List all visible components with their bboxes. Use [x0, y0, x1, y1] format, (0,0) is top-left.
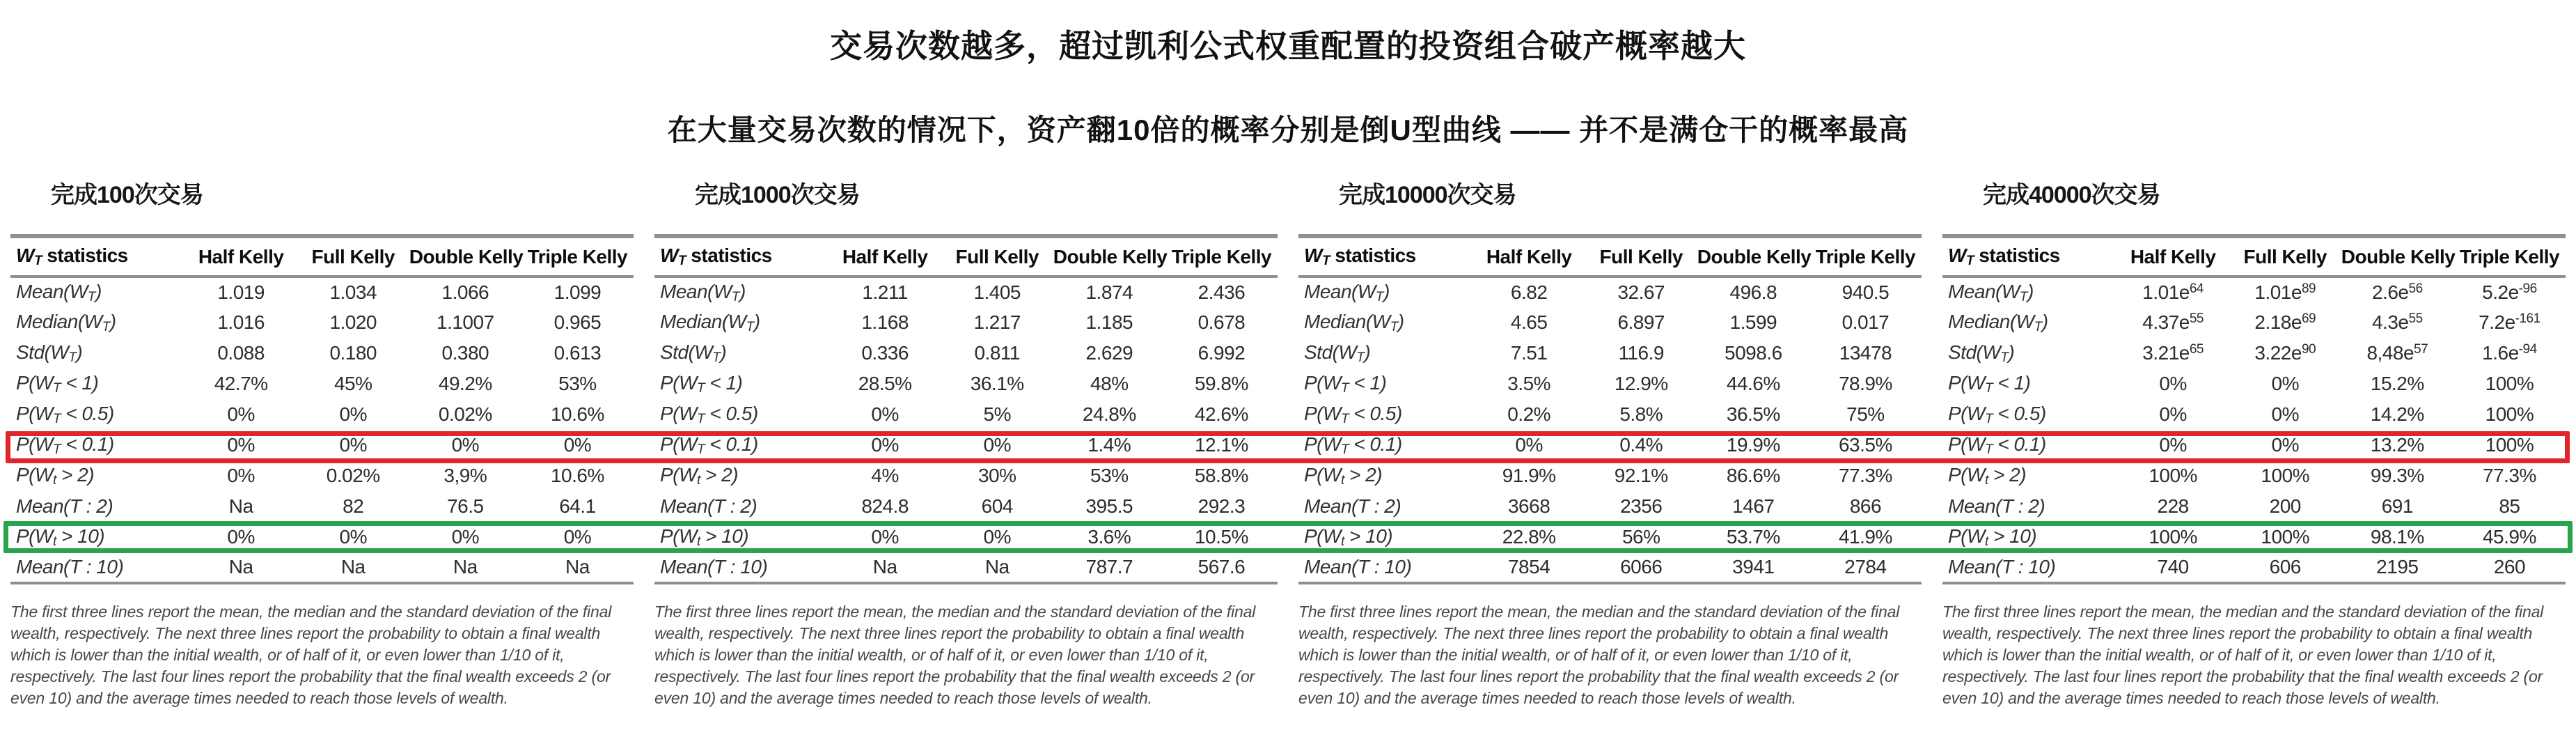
table-row — [1298, 307, 1922, 338]
row-label-cell: $P(W_t > 10)$ — [1948, 525, 2037, 549]
value-cell: 14.2% — [2370, 403, 2424, 425]
value-cell: 0% — [227, 403, 255, 425]
value-cell: 86.6% — [1726, 465, 1780, 486]
value-cell: 0% — [2271, 403, 2299, 425]
value-cell: $4.37e^{55}$ — [2142, 311, 2204, 333]
value-cell: $2.18e^{69}$ — [2254, 311, 2316, 333]
value-cell: 0.02% — [326, 465, 380, 486]
value-cell: 787.7 — [1053, 552, 1165, 583]
kelly-statistics-table — [10, 234, 634, 584]
value-cell: 7854 — [1473, 552, 1585, 583]
value-cell: 0% — [451, 526, 480, 548]
value-cell: 10.5% — [1194, 526, 1248, 548]
value-cell: $3.21e^{65}$ — [2142, 342, 2204, 364]
table-row — [654, 491, 1278, 522]
value-cell: 56% — [1621, 526, 1660, 548]
value-cell: 0% — [2271, 434, 2299, 456]
kelly-column-header: Full Kelly — [1585, 236, 1697, 277]
value-cell: 100% — [2485, 403, 2534, 425]
value-cell: $4.3e^{55}$ — [2371, 311, 2423, 333]
value-cell: 1.020 — [329, 311, 377, 333]
table-row — [1942, 307, 2566, 338]
row-label-cell: Mean(T : 10) — [1298, 552, 1473, 583]
table-row — [10, 399, 634, 430]
table-row — [1942, 277, 2566, 307]
value-cell: 6.82 — [1510, 281, 1548, 303]
value-cell: 0.811 — [974, 342, 1020, 364]
value-cell: 100% — [2485, 434, 2534, 456]
row-label-cell: $P(W_T < 0.1)$ — [1304, 433, 1402, 457]
value-cell: 0% — [339, 403, 367, 425]
row-label-cell: Mean(T : 2) — [16, 495, 113, 517]
row-label-cell: $P(W_T < 0.5)$ — [1948, 402, 2046, 426]
value-cell: 0.336 — [861, 342, 909, 364]
value-cell: 10.6% — [550, 465, 604, 486]
table-row — [654, 552, 1278, 583]
value-cell: 0% — [1515, 434, 1543, 456]
table-row — [1298, 522, 1922, 552]
value-cell: 0% — [563, 526, 592, 548]
table-row — [1942, 522, 2566, 552]
value-cell: 0% — [871, 434, 899, 456]
value-cell: 0.4% — [1619, 434, 1663, 456]
value-cell: 100% — [2149, 526, 2197, 548]
table-row — [1298, 369, 1922, 399]
stat-column-header: $W_T$ statistics — [10, 236, 185, 277]
table-row — [1942, 338, 2566, 369]
value-cell: 0.180 — [329, 342, 377, 364]
value-cell: 1467 — [1732, 495, 1775, 517]
table-row — [654, 399, 1278, 430]
value-cell: 0% — [983, 434, 1011, 456]
value-cell: 0% — [339, 434, 367, 456]
value-cell: $1.6e^{-94}$ — [2482, 342, 2537, 364]
value-cell: 98.1% — [2370, 526, 2424, 548]
row-label-cell: $Std(W_T)$ — [1304, 341, 1371, 365]
stat-column-header: $W_T$ statistics — [654, 236, 829, 277]
value-cell: 19.9% — [1726, 434, 1780, 456]
value-cell: 3,9% — [443, 465, 487, 486]
kelly-statistics-table — [1298, 234, 1922, 584]
stat-column-header: $W_T$ statistics — [1298, 236, 1473, 277]
table-row — [10, 307, 634, 338]
row-label-cell: $P(W_t > 2)$ — [1948, 463, 2027, 488]
kelly-column-header: Triple Kelly — [1165, 236, 1278, 277]
value-cell: 6.992 — [1197, 342, 1246, 364]
value-cell: 1.599 — [1729, 311, 1777, 333]
value-cell: 75% — [1846, 403, 1885, 425]
table-row — [10, 522, 634, 552]
kelly-column-header: Half Kelly — [1473, 236, 1585, 277]
value-cell: 36.1% — [970, 373, 1024, 394]
value-cell: 36.5% — [1726, 403, 1780, 425]
value-cell: 228 — [2157, 495, 2189, 517]
value-cell: 12.9% — [1614, 373, 1668, 394]
value-cell: 7.51 — [1510, 342, 1548, 364]
table-row — [654, 338, 1278, 369]
value-cell: 77.3% — [1838, 465, 1892, 486]
row-label-cell: $Std(W_T)$ — [1948, 341, 2015, 365]
table-row — [654, 522, 1278, 552]
value-cell: 3668 — [1507, 495, 1550, 517]
table-row — [1298, 430, 1922, 460]
header-row — [1298, 236, 1922, 277]
kelly-column-header: Double Kelly — [2341, 236, 2453, 277]
table-footnote: The first three lines report the mean, the median and the standard deviation of the final wealth, respectively. The next three lines report the probability to obtain a final wealth which is lower than the initial wealth, or of half of it, or even lower than 1/10 of it, respectively. The last four lines report the probability that the final wealth exceeds 2 (or even 10) and the average times needed to reach those levels of wealth. — [654, 603, 1256, 707]
row-label-cell: $P(W_T < 1)$ — [1948, 371, 2031, 396]
value-cell: 395.5 — [1085, 495, 1133, 517]
value-cell: 292.3 — [1197, 495, 1246, 517]
value-cell: 28.5% — [858, 373, 912, 394]
value-cell: 0% — [563, 434, 592, 456]
value-cell: 0% — [2271, 373, 2299, 394]
kelly-column-header: Double Kelly — [1053, 236, 1165, 277]
value-cell: 0% — [451, 434, 480, 456]
value-cell: 77.3% — [2482, 465, 2536, 486]
kelly-column-header: Triple Kelly — [521, 236, 634, 277]
header-row — [10, 236, 634, 277]
value-cell: 4% — [871, 465, 899, 486]
value-cell: 1.211 — [862, 281, 908, 303]
value-cell: 91.9% — [1502, 465, 1556, 486]
value-cell: $8,48e^{57}$ — [2366, 342, 2428, 364]
value-cell: $3.22e^{90}$ — [2254, 342, 2316, 364]
row-label-cell: Mean(T : 10) — [1942, 552, 2117, 583]
table-footnote: The first three lines report the mean, the median and the standard deviation of the final wealth, respectively. The next three lines report the probability to obtain a final wealth which is lower than the initial wealth, or of half of it, or even lower than 1/10 of it, respectively. The last four lines report the probability that the final wealth exceeds 2 (or even 10) and the average times needed to reach those levels of wealth. — [1942, 603, 2544, 707]
value-cell: 6066 — [1585, 552, 1697, 583]
table-row — [654, 369, 1278, 399]
value-cell: 2195 — [2341, 552, 2453, 583]
table-row — [10, 460, 634, 491]
value-cell: 1.034 — [329, 281, 377, 303]
value-cell: 0% — [871, 526, 899, 548]
value-cell: 58.8% — [1194, 465, 1248, 486]
row-label-cell: $P(W_T < 0.5)$ — [660, 402, 758, 426]
value-cell: $5.2e^{-96}$ — [2482, 281, 2537, 303]
value-cell: 3.6% — [1087, 526, 1131, 548]
value-cell: $7.2e^{-161}$ — [2479, 311, 2540, 333]
table-footnote: The first three lines report the mean, the median and the standard deviation of the final wealth, respectively. The next three lines report the probability to obtain a final wealth which is lower than the initial wealth, or of half of it, or even lower than 1/10 of it, respectively. The last four lines report the probability that the final wealth exceeds 2 (or even 10) and the average times needed to reach those levels of wealth. — [10, 603, 612, 707]
value-cell: 13478 — [1839, 342, 1892, 364]
header-row — [654, 236, 1278, 277]
value-cell: 1.874 — [1085, 281, 1133, 303]
value-cell: 1.405 — [973, 281, 1021, 303]
table-row — [1298, 338, 1922, 369]
value-cell: 53.7% — [1726, 526, 1780, 548]
value-cell: 0.678 — [1197, 311, 1246, 333]
table-row — [10, 430, 634, 460]
table-row — [1298, 491, 1922, 522]
table-row — [10, 369, 634, 399]
tables-row — [0, 177, 2576, 725]
value-cell: 44.6% — [1726, 373, 1780, 394]
main-title: 交易次数越多，超过凯利公式权重配置的投资组合破产概率越大 — [830, 28, 1746, 64]
row-label-cell: $Std(W_T)$ — [16, 341, 83, 365]
value-cell: 1.185 — [1085, 311, 1133, 333]
row-label-cell: $Mean(W_T)$ — [660, 280, 746, 304]
row-label-cell: $P(W_T < 1)$ — [660, 371, 743, 396]
value-cell: 45% — [333, 373, 372, 394]
value-cell: 1.066 — [441, 281, 489, 303]
value-cell: 3.5% — [1507, 373, 1551, 394]
kelly-column-header: Half Kelly — [185, 236, 297, 277]
kelly-column-header: Full Kelly — [2229, 236, 2341, 277]
row-label-cell: $P(W_T < 1)$ — [1304, 371, 1387, 396]
value-cell: 5% — [983, 403, 1011, 425]
value-cell: 2.436 — [1197, 281, 1246, 303]
value-cell: Na — [941, 552, 1053, 583]
value-cell: 0.02% — [438, 403, 492, 425]
value-cell: 691 — [2381, 495, 2413, 517]
row-label-cell: Mean(T : 2) — [1304, 495, 1401, 517]
table-row — [1942, 491, 2566, 522]
value-cell: 116.9 — [1618, 342, 1664, 364]
value-cell: 42.7% — [214, 373, 268, 394]
table-row — [654, 307, 1278, 338]
value-cell: 100% — [2149, 465, 2197, 486]
value-cell: 76.5 — [447, 495, 484, 517]
table-row — [1942, 430, 2566, 460]
row-label-cell: $P(W_t > 2)$ — [660, 463, 739, 488]
kelly-statistics-table — [654, 234, 1278, 584]
value-cell: 49.2% — [438, 373, 492, 394]
row-label-cell: $P(W_t > 10)$ — [1304, 525, 1393, 549]
table-row — [654, 430, 1278, 460]
value-cell: 85 — [2499, 495, 2520, 517]
row-label-cell: $Median(W_T)$ — [1948, 310, 2048, 334]
value-cell: 1.016 — [217, 311, 265, 333]
value-cell: 0% — [983, 526, 1011, 548]
row-label-cell: $P(W_t > 10)$ — [16, 525, 105, 549]
value-cell: 41.9% — [1838, 526, 1892, 548]
value-cell: 1.4% — [1087, 434, 1131, 456]
table-row — [10, 491, 634, 522]
value-cell: 740 — [2117, 552, 2229, 583]
kelly-column-header: Triple Kelly — [1809, 236, 1922, 277]
value-cell: 30% — [977, 465, 1016, 486]
value-cell: 5.8% — [1619, 403, 1663, 425]
value-cell: 42.6% — [1194, 403, 1248, 425]
value-cell: 1.099 — [553, 281, 602, 303]
kelly-column-header: Half Kelly — [829, 236, 941, 277]
value-cell: 5098.6 — [1725, 342, 1782, 364]
row-label-cell: Mean(T : 2) — [1948, 495, 2045, 517]
value-cell: 53% — [558, 373, 597, 394]
value-cell: 200 — [2269, 495, 2301, 517]
row-label-cell: $P(W_T < 0.1)$ — [16, 433, 114, 457]
value-cell: 606 — [2229, 552, 2341, 583]
value-cell: 0.2% — [1507, 403, 1551, 425]
table-row — [10, 552, 634, 583]
value-cell: 2356 — [1620, 495, 1663, 517]
table-footnote: The first three lines report the mean, the median and the standard deviation of the final wealth, respectively. The next three lines report the probability to obtain a final wealth which is lower than the initial wealth, or of half of it, or even lower than 1/10 of it, respectively. The last four lines report the probability that the final wealth exceeds 2 (or even 10) and the average times needed to reach those levels of wealth. — [1298, 603, 1900, 707]
value-cell: 1.019 — [217, 281, 265, 303]
value-cell: $1.01e^{89}$ — [2254, 281, 2316, 303]
row-label-cell: $Mean(W_T)$ — [1304, 280, 1390, 304]
header-row — [1942, 236, 2566, 277]
kelly-column-header: Double Kelly — [409, 236, 521, 277]
value-cell: 100% — [2261, 526, 2310, 548]
value-cell: 13.2% — [2370, 434, 2424, 456]
row-label-cell: $Mean(W_T)$ — [16, 280, 102, 304]
table-row — [10, 338, 634, 369]
value-cell: 0.380 — [441, 342, 489, 364]
value-cell: 4.65 — [1510, 311, 1548, 333]
sub-title: 在大量交易次数的情况下，资产翻10倍的概率分别是倒U型曲线 —— 并不是满仓干的概率最高 — [667, 114, 1909, 146]
row-label-cell: $P(W_T < 0.5)$ — [16, 402, 114, 426]
value-cell: 99.3% — [2370, 465, 2424, 486]
value-cell: 6.897 — [1617, 311, 1665, 333]
table-caption: 完成100次交易 — [51, 182, 203, 208]
value-cell: 78.9% — [1838, 373, 1892, 394]
table-row — [1942, 552, 2566, 583]
value-cell: 0% — [339, 526, 367, 548]
table-card-10000 — [1288, 177, 1932, 725]
table-row — [1942, 460, 2566, 491]
value-cell: 12.1% — [1194, 434, 1248, 456]
value-cell: Na — [185, 552, 297, 583]
row-label-cell: $P(W_t > 10)$ — [660, 525, 749, 549]
value-cell: 63.5% — [1838, 434, 1892, 456]
table-row — [1298, 399, 1922, 430]
table-row — [1942, 399, 2566, 430]
value-cell: 496.8 — [1729, 281, 1777, 303]
value-cell: 0% — [227, 526, 255, 548]
value-cell: 48% — [1090, 373, 1129, 394]
table-caption: 完成1000次交易 — [695, 182, 860, 208]
value-cell: 0% — [227, 434, 255, 456]
table-card-40000 — [1932, 177, 2576, 725]
value-cell: Na — [521, 552, 634, 583]
value-cell: 10.6% — [550, 403, 604, 425]
value-cell: 64.1 — [559, 495, 596, 517]
row-label-cell: $P(W_T < 0.1)$ — [660, 433, 758, 457]
kelly-column-header: Full Kelly — [297, 236, 409, 277]
value-cell: 2784 — [1809, 552, 1922, 583]
value-cell: 940.5 — [1841, 281, 1890, 303]
row-label-cell: $P(W_t > 2)$ — [16, 463, 95, 488]
row-label-cell: $Median(W_T)$ — [660, 310, 760, 334]
value-cell: 24.8% — [1082, 403, 1136, 425]
stat-column-header: $W_T$ statistics — [1942, 236, 2117, 277]
row-label-cell: $Mean(W_T)$ — [1948, 280, 2034, 304]
value-cell: $1.01e^{64}$ — [2142, 281, 2204, 303]
value-cell: Na — [409, 552, 521, 583]
value-cell: 604 — [981, 495, 1013, 517]
kelly-column-header: Half Kelly — [2117, 236, 2229, 277]
value-cell: 53% — [1090, 465, 1129, 486]
value-cell: Na — [297, 552, 409, 583]
row-label-cell: Mean(T : 10) — [10, 552, 185, 583]
value-cell: 45.9% — [2482, 526, 2536, 548]
table-row — [1298, 552, 1922, 583]
value-cell: Na — [829, 552, 941, 583]
value-cell: 0.613 — [553, 342, 602, 364]
table-row — [1298, 277, 1922, 307]
table-card-1000 — [644, 177, 1288, 725]
table-caption: 完成10000次交易 — [1339, 182, 1516, 208]
value-cell: 15.2% — [2370, 373, 2424, 394]
table-row — [10, 277, 634, 307]
row-label-cell: $P(W_t > 2)$ — [1304, 463, 1383, 488]
value-cell: 0% — [2159, 373, 2187, 394]
kelly-column-header: Full Kelly — [941, 236, 1053, 277]
value-cell: 100% — [2485, 373, 2534, 394]
value-cell: 3941 — [1697, 552, 1809, 583]
kelly-column-header: Triple Kelly — [2453, 236, 2566, 277]
kelly-statistics-table — [1942, 234, 2566, 584]
row-label-cell: Mean(T : 2) — [660, 495, 757, 517]
value-cell: 0.017 — [1841, 311, 1890, 333]
value-cell: 260 — [2453, 552, 2566, 583]
value-cell: 0% — [2159, 434, 2187, 456]
table-row — [1942, 369, 2566, 399]
value-cell: 0% — [871, 403, 899, 425]
table-row — [654, 277, 1278, 307]
value-cell: 1.217 — [973, 311, 1021, 333]
table-row — [654, 460, 1278, 491]
row-label-cell: $Median(W_T)$ — [16, 310, 116, 334]
value-cell: 92.1% — [1614, 465, 1668, 486]
value-cell: 1.1007 — [437, 311, 494, 333]
value-cell: Na — [228, 495, 253, 517]
row-label-cell: $Std(W_T)$ — [660, 341, 727, 365]
row-label-cell: $P(W_T < 0.1)$ — [1948, 433, 2046, 457]
value-cell: 82 — [343, 495, 364, 517]
table-card-100 — [0, 177, 644, 725]
table-caption: 完成40000次交易 — [1983, 182, 2160, 208]
value-cell: 567.6 — [1165, 552, 1278, 583]
row-label-cell: $P(W_T < 0.5)$ — [1304, 402, 1402, 426]
row-label-cell: Mean(T : 10) — [654, 552, 829, 583]
value-cell: 59.8% — [1194, 373, 1248, 394]
value-cell: 100% — [2261, 465, 2310, 486]
table-row — [1298, 460, 1922, 491]
value-cell: 1.168 — [861, 311, 909, 333]
value-cell: 0% — [2159, 403, 2187, 425]
value-cell: 0.965 — [553, 311, 602, 333]
value-cell: 0.088 — [217, 342, 265, 364]
row-label-cell: $Median(W_T)$ — [1304, 310, 1404, 334]
value-cell: 32.67 — [1617, 281, 1665, 303]
value-cell: 866 — [1849, 495, 1882, 517]
kelly-column-header: Double Kelly — [1697, 236, 1809, 277]
value-cell: 22.8% — [1502, 526, 1556, 548]
row-label-cell: $P(W_T < 1)$ — [16, 371, 99, 396]
value-cell: 2.629 — [1085, 342, 1133, 364]
value-cell: $2.6e^{56}$ — [2371, 281, 2423, 303]
value-cell: 824.8 — [861, 495, 909, 517]
value-cell: 0% — [227, 465, 255, 486]
